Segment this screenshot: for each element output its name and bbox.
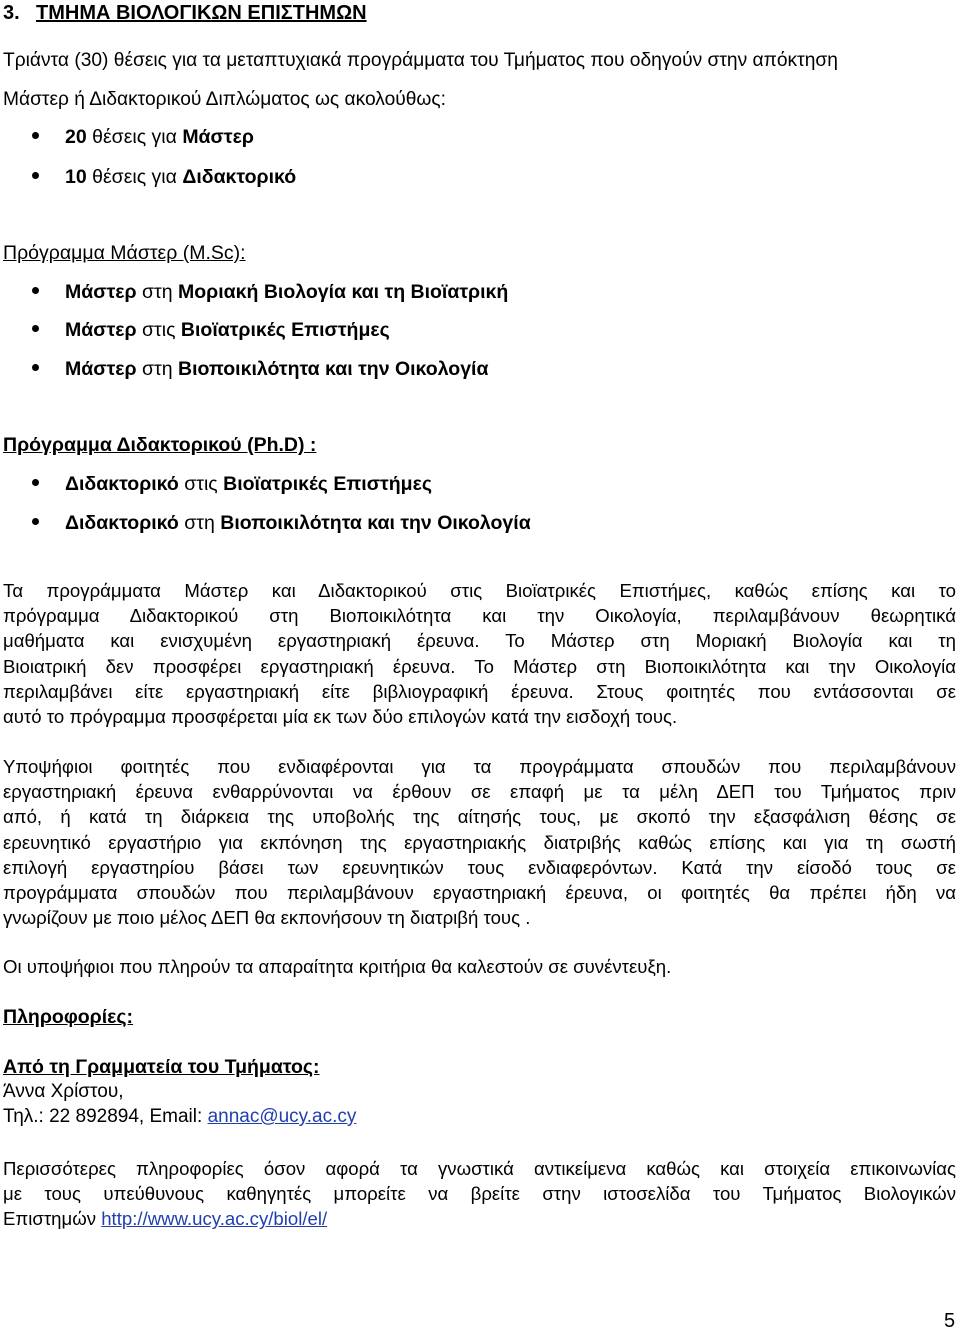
- phone-label: Τηλ.: 22 892894, Email:: [3, 1106, 208, 1127]
- list-item: 20 θέσεις για Μάστερ: [32, 126, 254, 149]
- paragraph-line: από, ή κατά τη διάρκεια της υποβολής της αίτησής τους, με σκοπό την εξασφάλιση θέσης σε: [3, 806, 956, 828]
- phd-heading: Πρόγραμμα Διδακτορικού (Ph.D) :: [3, 434, 317, 456]
- paragraph-line: περιλαμβάνει είτε εργαστηριακή είτε βιβλιογραφική έρευνα. Στους φοιτητές που εντάσσονται σε: [3, 680, 956, 702]
- section-title: ΤΜΗΜΑ ΒΙΟΛΟΓΙΚΩΝ ΕΠΙΣΤΗΜΩΝ: [36, 2, 367, 24]
- email-link[interactable]: annac@ucy.ac.cy: [207, 1106, 357, 1127]
- paragraph-line: Περισσότερες πληροφορίες όσον αφορά τα γνωστικά αντικείμενα καθώς και στοιχεία επικοινωνίας: [3, 1158, 956, 1179]
- list-item: 10 θέσεις για Διδακτορικό: [32, 166, 296, 189]
- bullet-icon: [32, 364, 39, 371]
- list-item: Μάστερ στις Βιοϊατρικές Επιστήμες: [32, 319, 390, 342]
- paragraph-line: Τα προγράμματα Μάστερ και Διδακτορικού στις Βιοϊατρικές Επιστήμες, καθώς επίσης και το: [3, 580, 956, 601]
- paragraph-line: αυτό το πρόγραμμα προσφέρεται μία εκ των δύο επιλογών κατά την εισδοχή τους.: [3, 706, 678, 728]
- more-info-paragraph: [3, 1156, 956, 1232]
- list-item: Διδακτορικό στη Βιοποικιλότητα και την Οικολογία: [32, 512, 531, 535]
- paragraph-line: προγράμματα σπουδών που περιλαμβάνουν εργαστηριακή έρευνα, οι φοιτητές θα πρέπει ήδη να: [3, 882, 956, 904]
- paragraph-line: γνωρίζουν με ποιο μέλος ΔΕΠ θα εκπονήσουν τη διατριβή τους .: [3, 907, 531, 929]
- paragraph-line: εργαστηριακή έρευνα ενθαρρύνονται να έρθουν σε επαφή με τα μέλη ΔΕΠ του Τμήματος πριν: [3, 781, 956, 803]
- paragraph-line: Βιοιατρική δεν προσφέρει εργαστηριακή έρευνα. Το Μάστερ στη Βιοποικιλότητα και την Οικολογία: [3, 655, 956, 677]
- interview-note: Οι υποψήφιοι που πληρούν τα απαραίτητα κριτήρια θα καλεστούν σε συνέντευξη.: [3, 956, 672, 977]
- department-website-link[interactable]: http://www.ucy.ac.cy/biol/el/: [101, 1208, 328, 1230]
- bullet-icon: [32, 325, 39, 332]
- secretariat-heading: Από τη Γραμματεία του Τμήματος:: [3, 1056, 320, 1078]
- list-item: Διδακτορικό στις Βιοϊατρικές Επιστήμες: [32, 473, 432, 496]
- masters-heading: Πρόγραμμα Μάστερ (M.Sc):: [3, 242, 246, 264]
- intro-line-2: Μάστερ ή Διδακτορικού Διπλώματος ως ακολούθως:: [3, 89, 446, 110]
- paragraph-line: με τους υπεύθυνους καθηγητές μπορείτε να βρείτε στην ιστοσελίδα του Τμήματος Βιολογικών: [3, 1183, 956, 1205]
- bullet-icon: [32, 518, 39, 525]
- contact-name: Άννα Χρίστου,: [3, 1081, 124, 1102]
- paragraph-line: μαθήματα και ενισχυμένη εργαστηριακή έρευνα. Το Μάστερ στη Μοριακή Βιολογία και τη: [3, 630, 956, 652]
- list-item: Μάστερ στη Βιοποικιλότητα και την Οικολογία: [32, 358, 488, 381]
- paragraph-line: πρόγραμμα Διδακτορικού στη Βιοποικιλότητα και την Οικολογία, περιλαμβάνουν θεωρητικά: [3, 605, 956, 627]
- programs-paragraph: [3, 578, 956, 729]
- contact-phone-email: [3, 1106, 356, 1128]
- paragraph-line: επιλογή εργαστηρίου βάσει των ερευνητικών τους ενδιαφερόντων. Κατά την είσοδό τους σε: [3, 856, 956, 878]
- candidates-paragraph: [3, 754, 956, 930]
- bullet-icon: [32, 132, 39, 139]
- intro-line-1: Τριάντα (30) θέσεις για τα μεταπτυχιακά προγράμματα του Τμήματος που οδηγούν στην απόκτηση: [3, 50, 838, 71]
- page-number: 5: [944, 1310, 956, 1332]
- bullet-icon: [32, 287, 39, 294]
- bullet-icon: [32, 172, 39, 179]
- bullet-icon: [32, 479, 39, 486]
- list-item: Μάστερ στη Μοριακή Βιολογία και τη Βιοϊατρική: [32, 281, 508, 304]
- info-heading: Πληροφορίες:: [3, 1006, 134, 1028]
- paragraph-line: Υποψήφιοι φοιτητές που ενδιαφέρονται για τα προγράμματα σπουδών που περιλαμβάνουν: [3, 756, 956, 777]
- paragraph-line: Επιστημών http://www.ucy.ac.cy/biol/el/: [3, 1208, 328, 1230]
- paragraph-line: ερευνητικό εργαστήριο για εκπόνηση της εργαστηριακής διατριβής καθώς επίσης και για τη σωστή: [3, 831, 956, 853]
- section-number: 3.: [3, 2, 20, 24]
